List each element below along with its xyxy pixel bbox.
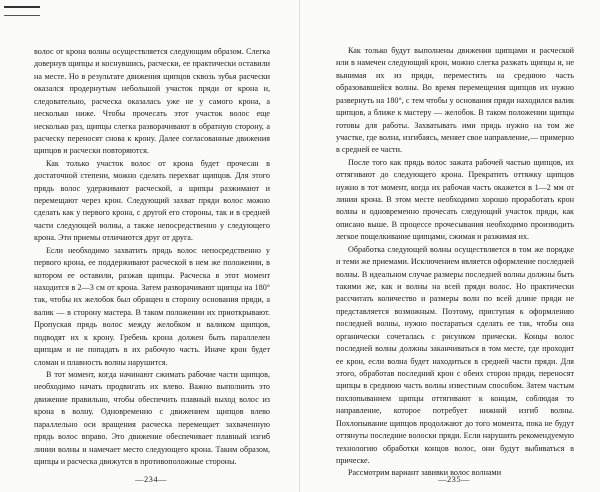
right-text-column [336,45,574,480]
right-paragraph-3: Обработка следующей волны осуществляется в том же порядке и теми же приемами. Исключением является оформление последней волны. В идеальном случае размеры последней волны должны быть такими же, как и волны на всей пряди волос. Но практически рассчитать количество и размеры волн по всей длине пряди не представляется возможным. Поэтому, приступая к оформлению последней волны, нужно постараться сделать ее так, чтобы она органически сочеталась с рисунком прически. Концы волос последней волны должны заканчиваться в том месте, где проходит ее крон, если волна будет находиться в средней части пряди. Для этого, обработав последний крон с обеих сторон пряди, переносят щипцы в среднюю часть волны известным способом. Затем частым похлопыванием щипцы оттягивают к концам, соблюдая то направление, которое потребует нижний изгиб волны. Похлопывание щипцов продолжают до того момента, пока не будут оттянуты последние волоски пряди. Если нарушить рекомендуемую технологию обработки концов волос, они будут выбиваться в прическе. [336,244,574,465]
right-page [300,0,600,492]
left-paragraph-4: В тот момент, когда начинают сжимать рабочие части щипцов, необходимо начать продвигать их влево. Важно выполнить это движение правильно, чтобы обеспечить плавный выход волос из крона в волну. Одновременно с движением щипцов влево параллельно оси вращения расческа перемещает захваченную прядь волос вправо. Это движение обеспечивает плавный изгиб линии волны и намечает место следующего крона. Таким образом, щипцы и расческа движутся в противоположные стороны. [34,369,270,466]
left-page-number: —234— [135,475,167,484]
left-paragraph-2: Как только участок волос от крона будет прочесан в достаточной степени, можно сделать перехват щипцов. Для этого прядь волос удерживают расческой, а щипцы разжимают и перемещают через крон. Следующий захват пряди волос можно сделать как у первого крона, с другой его стороны, так и в средней части следующей волны, а также непосредственно у следующего крона. Эти приемы отличаются друг от друга. [34,158,270,243]
right-paragraph-4: Рассмотрим вариант завивки волос волнами [348,468,502,478]
left-text-column [34,46,270,468]
left-paragraph-3: Если необходимо захватить прядь волос непосредственно у первого крона, ее поддерживают расческой в нем же положении, в котором ее оставили, разжав щипцы. Расческа в этот момент находится в 2—3 см от крона. Затем разворачивают щипцы на 180° так, чтобы их желобок был обращен в сторону основания пряди, а валик — в сторону мастера. В таком положении их приоткрывают. Пропуская прядь волос между желобком и валиком щипцов, подводят их к крону. Гребень крона должен быть параллелен щипцам и не попадать в их рабочую часть. Иначе крон будет сломан и плавность волны нарушится. [34,245,270,367]
right-page-number: —235— [438,475,470,484]
right-paragraph-1: Как только будут выполнены движения щипцами и расческой или в намечен следующий крон, можно слегка разжать щипцы и, не вынимая их из пряди, переместить на среднюю часть образовавшейся волны. Во время перемещения щипцов их нужно развернуть на 180°, с тем чтобы у основания пряди находился валик щипцов, а ближе к мастеру — желобок. В таком положении щипцы готовы для работы. Захватывать ими прядь нужно на том же участке, где волна, изгибаясь, меняет свое направление,— примерно в средней ее части. [336,46,574,155]
left-paragraph-1: волос от крона волны осуществляется следующим образом. Слегка довернув щипцы и коснувшись, расчески, ее практически оставили на месте. Но в результате движения щипцов сквозь зубья расчески оказался продернутым небольшой участок пряди от крона и, следовательно, расческа оказалась уже не у самого крона, а несколько ниже. Чтобы прочесать этот участок волос еще несколько раз, щипцы слегка разворачивают в обратную сторону, а расческу переносят снова к крону. Далее согласованные движения щипцов и расчески повторяются. [34,47,270,156]
right-paragraph-2: После того как прядь волос зажата рабочей частью щипцов, их оттягивают до следующего крона. Прекратить оттяжку щипцов нужно в тот момент, когда их рабочая часть окажется в 1—2 мм от линии крона. В этом месте необходимо хорошо проработать крон волны и одновременно прочесать следующий участок пряди, как описано выше. В процессе прочесывания необходимо производить легкое пощелкивание щипцами, сжимая и разжимая их. [336,157,574,242]
printer-mark [4,6,40,16]
